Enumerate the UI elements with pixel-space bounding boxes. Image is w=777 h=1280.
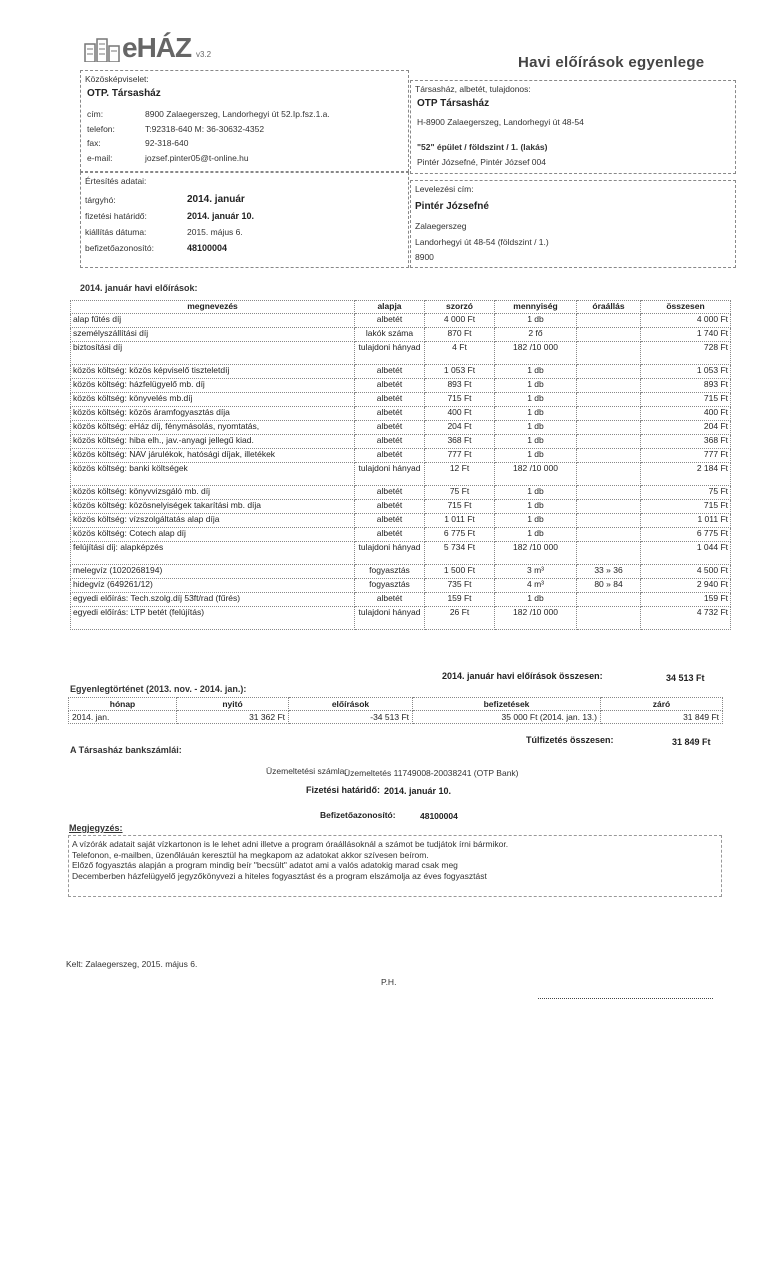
item-basis: albetét — [355, 514, 425, 528]
notice-month-value: 2014. január — [187, 194, 245, 205]
item-quantity: 1 db — [495, 514, 577, 528]
item-meter — [577, 342, 641, 365]
item-total: 1 011 Ft — [641, 514, 731, 528]
table-row — [71, 379, 731, 393]
item-name: közös költség: hiba elh., jav.-anyagi jellegű kiad. — [71, 435, 355, 449]
item-meter — [577, 500, 641, 514]
item-basis: albetét — [355, 393, 425, 407]
table-row — [71, 328, 731, 342]
rep-fax-label: fax: — [87, 138, 101, 148]
item-multiplier: 12 Ft — [425, 463, 495, 486]
item-total: 777 Ft — [641, 449, 731, 463]
item-multiplier: 159 Ft — [425, 593, 495, 607]
item-meter: 33 » 36 — [577, 565, 641, 579]
header-total: összesen — [641, 301, 731, 314]
header-basis: alapja — [355, 301, 425, 314]
items-table — [70, 300, 731, 630]
item-meter — [577, 542, 641, 565]
logo-version: v3.2 — [196, 50, 212, 59]
mailing-section-label: Levelezési cím: — [415, 184, 474, 194]
table-row — [71, 579, 731, 593]
item-total: 893 Ft — [641, 379, 731, 393]
item-name: alap fűtés díj — [71, 314, 355, 328]
item-quantity: 182 /10 000 — [495, 542, 577, 565]
table-row — [71, 514, 731, 528]
representative-section-label: Közösképviselet: — [85, 74, 149, 84]
history-charges: -34 513 Ft — [289, 711, 413, 724]
building-icon — [84, 36, 120, 62]
document-title: Havi előírások egyenlege — [518, 54, 705, 71]
bank-payer-label: Befizetőazonosító: — [320, 810, 396, 820]
item-meter — [577, 435, 641, 449]
item-quantity: 1 db — [495, 528, 577, 542]
item-quantity: 182 /10 000 — [495, 607, 577, 630]
item-multiplier: 1 053 Ft — [425, 365, 495, 379]
mailing-name: Pintér Józsefné — [415, 201, 489, 212]
item-quantity: 1 db — [495, 421, 577, 435]
table-row — [71, 542, 731, 565]
item-meter — [577, 379, 641, 393]
rep-phone-label: telefon: — [87, 124, 115, 134]
bank-title: A Társasház bankszámlái: — [70, 745, 182, 755]
mailing-box — [410, 180, 736, 268]
item-quantity: 1 db — [495, 486, 577, 500]
notice-deadline-value: 2014. január 10. — [187, 211, 255, 221]
item-basis: tulajdoni hányad — [355, 542, 425, 565]
history-header-open: nyitó — [177, 698, 289, 711]
item-name: egyedi előírás: LTP betét (felújítás) — [71, 607, 355, 630]
table-row — [71, 407, 731, 421]
table-row — [71, 463, 731, 486]
table-row — [69, 711, 723, 724]
item-meter: 80 » 84 — [577, 579, 641, 593]
item-basis: albetét — [355, 486, 425, 500]
notice-box — [80, 172, 409, 268]
item-meter — [577, 407, 641, 421]
rep-address-label: cím: — [87, 109, 104, 119]
owner-box — [410, 80, 736, 174]
item-meter — [577, 421, 641, 435]
items-section-title: 2014. január havi előírások: — [80, 283, 198, 293]
item-meter — [577, 528, 641, 542]
item-meter — [577, 314, 641, 328]
notice-section-label: Értesítés adatai: — [85, 176, 147, 186]
table-row — [71, 393, 731, 407]
item-quantity: 1 db — [495, 435, 577, 449]
item-basis: tulajdoni hányad — [355, 342, 425, 365]
item-multiplier: 400 Ft — [425, 407, 495, 421]
item-name: közös költség: közösnelyiségek takarítási mb. díja — [71, 500, 355, 514]
item-total: 6 775 Ft — [641, 528, 731, 542]
table-row — [71, 500, 731, 514]
item-total: 75 Ft — [641, 486, 731, 500]
item-total: 4 732 Ft — [641, 607, 731, 630]
item-name: személyszállítási díj — [71, 328, 355, 342]
item-name: melegvíz (1020268194) — [71, 565, 355, 579]
item-meter — [577, 607, 641, 630]
bank-deadline-label: Fizetési határidő: — [306, 785, 381, 795]
item-basis: albetét — [355, 421, 425, 435]
history-header-payments: befizetések — [413, 698, 601, 711]
item-total: 1 053 Ft — [641, 365, 731, 379]
note-title: Megjegyzés: — [69, 823, 123, 833]
note-box — [68, 835, 722, 897]
bank-account-value: Üzemeltetés 11749008-20038241 (OTP Bank) — [344, 768, 519, 778]
item-meter — [577, 486, 641, 500]
item-name: közös költség: Cotech alap díj — [71, 528, 355, 542]
item-basis: tulajdoni hányad — [355, 607, 425, 630]
table-row — [71, 565, 731, 579]
table-row — [71, 607, 731, 630]
bank-account-label: Üzemeltetési számla: — [266, 766, 347, 776]
item-name: felújítási díj: alapképzés — [71, 542, 355, 565]
header-quantity: mennyiség — [495, 301, 577, 314]
note-line-2: Telefonon, e-mailben, üzenőláuán keresztül ha megkapom az adatokat akkor szívesen beírom. — [72, 849, 429, 860]
item-quantity: 1 db — [495, 593, 577, 607]
item-multiplier: 6 775 Ft — [425, 528, 495, 542]
bank-deadline-value: 2014. január 10. — [384, 786, 452, 796]
header-multiplier: szorzó — [425, 301, 495, 314]
item-quantity: 1 db — [495, 365, 577, 379]
item-basis: albetét — [355, 500, 425, 514]
signature-line — [538, 998, 713, 999]
item-total: 2 184 Ft — [641, 463, 731, 486]
item-total: 715 Ft — [641, 393, 731, 407]
note-line-3: Előző fogyasztás alapján a program mindig beír "becsült" adatot ami a valós adatokig marad csak meg — [72, 860, 458, 870]
notice-payer-value: 48100004 — [187, 243, 228, 253]
owner-address: H-8900 Zalaegerszeg, Landorhegyi út 48-54 — [417, 117, 584, 127]
history-table — [68, 697, 723, 724]
items-total-label: 2014. január havi előírások összesen: — [442, 671, 603, 681]
item-total: 368 Ft — [641, 435, 731, 449]
item-quantity: 182 /10 000 — [495, 463, 577, 486]
item-meter — [577, 514, 641, 528]
table-row — [71, 435, 731, 449]
item-multiplier: 368 Ft — [425, 435, 495, 449]
rep-fax-value: 92-318-640 — [145, 138, 189, 148]
item-multiplier: 735 Ft — [425, 579, 495, 593]
items-total-value: 34 513 Ft — [666, 673, 705, 683]
item-multiplier: 1 011 Ft — [425, 514, 495, 528]
table-row — [71, 314, 731, 328]
history-open: 31 362 Ft — [177, 711, 289, 724]
item-basis: tulajdoni hányad — [355, 463, 425, 486]
overpay-value: 31 849 Ft — [672, 737, 711, 747]
note-line-4: Decemberben házfelügyelő jegyzőkönyvezi a hiteles fogyasztást és a program elszámolja az éves fogyasztást — [72, 870, 487, 881]
item-multiplier: 4 000 Ft — [425, 314, 495, 328]
item-name: biztosítási díj — [71, 342, 355, 365]
place-date: Kelt: Zalaegerszeg, 2015. május 6. — [66, 959, 198, 969]
notice-issue-value: 2015. május 6. — [187, 227, 243, 237]
owner-name: OTP Társasház — [417, 98, 490, 109]
table-row — [71, 486, 731, 500]
rep-phone-value: T:92318-640 M: 36-30632-4352 — [145, 124, 265, 134]
item-meter — [577, 365, 641, 379]
item-quantity: 1 db — [495, 393, 577, 407]
mailing-line-2: Landorhegyi út 48-54 (földszint / 1.) — [415, 237, 549, 247]
notice-payer-label: befizetőazonosító: — [85, 243, 154, 253]
item-multiplier: 26 Ft — [425, 607, 495, 630]
item-multiplier: 5 734 Ft — [425, 542, 495, 565]
item-quantity: 4 m³ — [495, 579, 577, 593]
item-name: közös költség: közös áramfogyasztás díja — [71, 407, 355, 421]
notice-month-label: tárgyhó: — [85, 195, 116, 205]
item-multiplier: 75 Ft — [425, 486, 495, 500]
item-total: 159 Ft — [641, 593, 731, 607]
item-meter — [577, 593, 641, 607]
item-basis: albetét — [355, 379, 425, 393]
owner-section-label: Társasház, albetét, tulajdonos: — [415, 84, 531, 94]
item-name: közös költség: közös képviselő tiszteletdíj — [71, 365, 355, 379]
item-multiplier: 204 Ft — [425, 421, 495, 435]
history-header-charges: előírások — [289, 698, 413, 711]
item-basis: fogyasztás — [355, 565, 425, 579]
history-payments: 35 000 Ft (2014. jan. 13.) — [413, 711, 601, 724]
item-basis: albetét — [355, 314, 425, 328]
history-header-row — [69, 698, 723, 711]
rep-address-value: 8900 Zalaegerszeg, Landorhegyi út 52.Ip.fsz.1.a. — [145, 109, 330, 119]
item-name: közös költség: banki költségek — [71, 463, 355, 486]
item-quantity: 1 db — [495, 314, 577, 328]
item-basis: albetét — [355, 365, 425, 379]
history-month: 2014. jan. — [69, 711, 177, 724]
item-name: hidegvíz (649261/12) — [71, 579, 355, 593]
mailing-line-1: Zalaegerszeg — [415, 221, 467, 231]
history-title: Egyenlegtörténet (2013. nov. - 2014. jan.): — [70, 684, 247, 694]
ehaz-logo — [84, 30, 234, 64]
item-multiplier: 4 Ft — [425, 342, 495, 365]
item-basis: albetét — [355, 528, 425, 542]
item-quantity: 1 db — [495, 379, 577, 393]
item-total: 204 Ft — [641, 421, 731, 435]
item-quantity: 182 /10 000 — [495, 342, 577, 365]
bank-payer-value: 48100004 — [420, 811, 458, 821]
item-total: 2 940 Ft — [641, 579, 731, 593]
item-quantity: 1 db — [495, 407, 577, 421]
item-meter — [577, 449, 641, 463]
table-row — [71, 449, 731, 463]
header-name: megnevezés — [71, 301, 355, 314]
item-name: egyedi előírás: Tech.szolg.díj 53ft/rad (fűrés) — [71, 593, 355, 607]
item-total: 728 Ft — [641, 342, 731, 365]
item-multiplier: 777 Ft — [425, 449, 495, 463]
stamp-ph: P.H. — [381, 977, 397, 987]
item-total: 4 000 Ft — [641, 314, 731, 328]
notice-issue-label: kiállítás dátuma: — [85, 227, 147, 237]
table-row — [71, 342, 731, 365]
item-total: 400 Ft — [641, 407, 731, 421]
item-quantity: 1 db — [495, 449, 577, 463]
item-total: 4 500 Ft — [641, 565, 731, 579]
item-quantity: 1 db — [495, 500, 577, 514]
table-row — [71, 593, 731, 607]
item-total: 715 Ft — [641, 500, 731, 514]
items-header-row — [71, 301, 731, 314]
history-header-month: hónap — [69, 698, 177, 711]
rep-email-value: jozsef.pinter05@t-online.hu — [145, 153, 249, 163]
item-basis: albetét — [355, 449, 425, 463]
notice-deadline-label: fizetési határidő: — [85, 211, 147, 221]
overpay-label: Túlfizetés összesen: — [526, 735, 614, 745]
item-basis: albetét — [355, 407, 425, 421]
item-total: 1 044 Ft — [641, 542, 731, 565]
history-header-close: záró — [601, 698, 723, 711]
item-name: közös költség: NAV járulékok, hatósági díjak, illetékek — [71, 449, 355, 463]
item-total: 1 740 Ft — [641, 328, 731, 342]
item-meter — [577, 463, 641, 486]
item-multiplier: 870 Ft — [425, 328, 495, 342]
item-basis: albetét — [355, 593, 425, 607]
item-name: közös költség: eHáz díj, fénymásolás, nyomtatás, — [71, 421, 355, 435]
item-quantity: 3 m³ — [495, 565, 577, 579]
mailing-line-3: 8900 — [415, 252, 434, 262]
rep-email-label: e-mail: — [87, 153, 113, 163]
item-name: közös költség: házfelügyelő mb. díj — [71, 379, 355, 393]
representative-name: OTP. Társasház — [87, 88, 161, 99]
item-quantity: 2 fő — [495, 328, 577, 342]
item-basis: lakók száma — [355, 328, 425, 342]
header-meter: óraállás — [577, 301, 641, 314]
item-meter — [577, 393, 641, 407]
item-multiplier: 893 Ft — [425, 379, 495, 393]
item-multiplier: 1 500 Ft — [425, 565, 495, 579]
table-row — [71, 528, 731, 542]
owner-unit: "52" épület / földszint / 1. (lakás) — [417, 142, 548, 152]
item-basis: albetét — [355, 435, 425, 449]
logo-text: eHÁZ — [122, 32, 192, 63]
table-row — [71, 365, 731, 379]
representative-box — [80, 70, 409, 172]
item-name: közös költség: vízszolgáltatás alap díja — [71, 514, 355, 528]
history-close: 31 849 Ft — [601, 711, 723, 724]
table-row — [71, 421, 731, 435]
item-meter — [577, 328, 641, 342]
item-multiplier: 715 Ft — [425, 393, 495, 407]
item-name: közös költség: könyvelés mb.díj — [71, 393, 355, 407]
item-basis: fogyasztás — [355, 579, 425, 593]
note-line-1: A vízórák adatait saját vízkartonon is le lehet adni illetve a program óraállásoknál a számot be tudjátok írni bármikor. — [72, 839, 509, 849]
owner-names: Pintér Józsefné, Pintér József 004 — [417, 157, 546, 167]
item-name: közös költség: könyvvizsgáló mb. díj — [71, 486, 355, 500]
item-multiplier: 715 Ft — [425, 500, 495, 514]
